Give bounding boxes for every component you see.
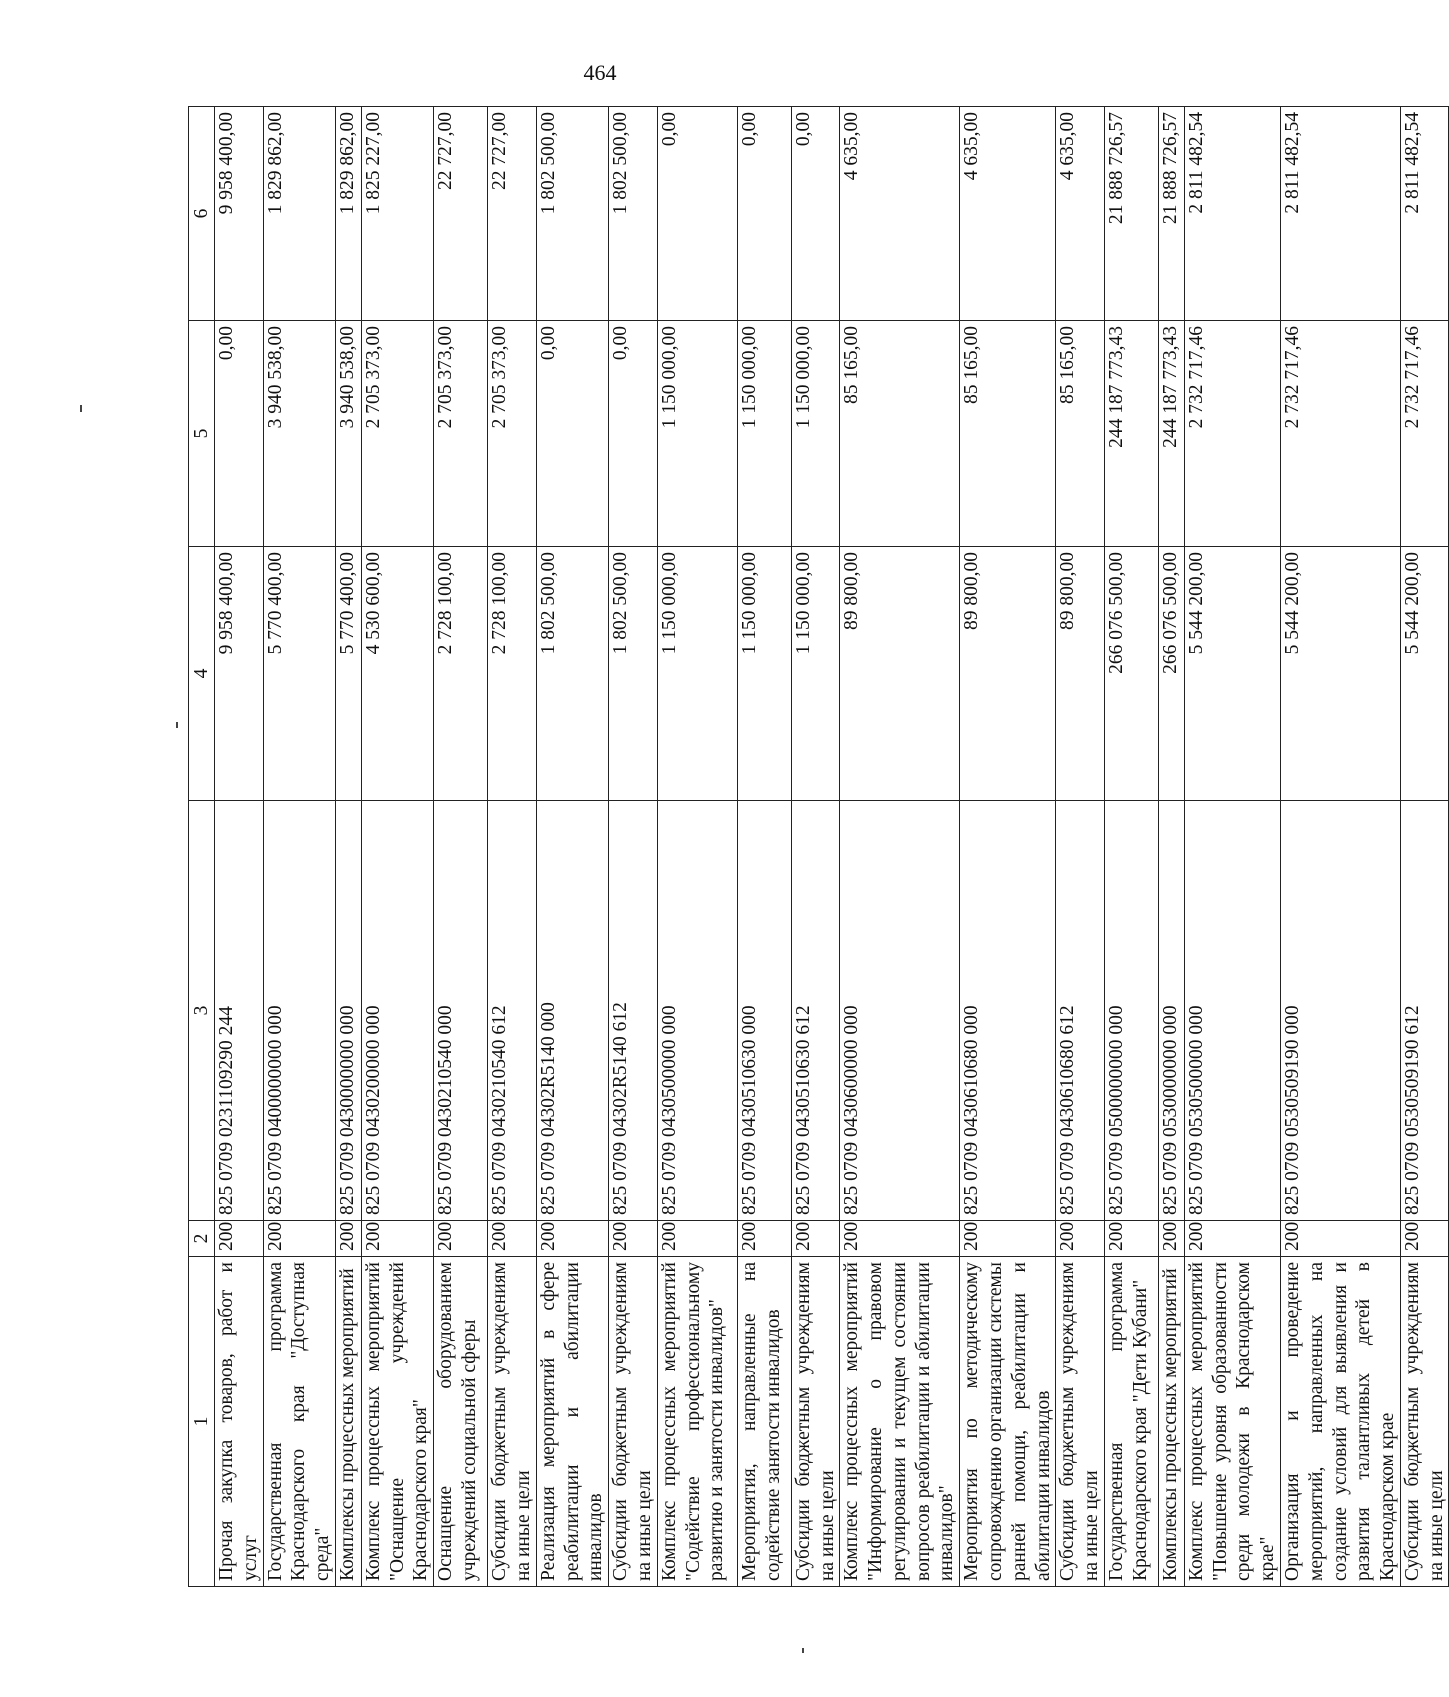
row-col5: 2 732 717,46: [1184, 321, 1280, 547]
row-kbk: 825 0709 0530509190 612: [1400, 801, 1449, 1221]
row-col4: 266 076 500,00: [1158, 547, 1184, 801]
row-col6: 2 811 482,54: [1400, 107, 1449, 321]
table-row: [335, 107, 361, 1587]
row-col5: 2 732 717,46: [1281, 321, 1401, 547]
row-col6: 4 635,00: [840, 107, 960, 321]
row-col4: 9 958 400,00: [215, 547, 264, 801]
row-code: 200: [791, 1221, 840, 1257]
row-col5: 2 705 373,00: [361, 321, 433, 547]
row-col6: 0,00: [737, 107, 791, 321]
row-col4: 89 800,00: [840, 547, 960, 801]
row-code: 200: [434, 1221, 488, 1257]
row-col6: 22 727,00: [434, 107, 488, 321]
table-row: [791, 107, 840, 1587]
header-cell: 5: [189, 321, 215, 547]
row-kbk: 825 0709 04302R5140 000: [536, 801, 608, 1221]
table-row: [609, 107, 658, 1587]
row-col5: 0,00: [609, 321, 658, 547]
row-name: Субсидии бюджетным учреждениям на иные цели: [1056, 1257, 1105, 1587]
row-name: Субсидии бюджетным учреждениям на иные цели: [488, 1257, 537, 1587]
row-name: Субсидии бюджетным учреждениям на иные цели: [791, 1257, 840, 1587]
row-name: Комплекс процессных мероприятий "Оснащение учреждений Краснодарского края": [361, 1257, 433, 1587]
row-col5: 85 165,00: [1056, 321, 1105, 547]
row-kbk: 825 0709 0530500000 000: [1184, 801, 1280, 1221]
row-col5: 3 940 538,00: [263, 321, 335, 547]
table-row: [840, 107, 960, 1587]
row-kbk: 825 0709 0430510630 612: [791, 801, 840, 1221]
row-kbk: 825 0709 0430510630 000: [737, 801, 791, 1221]
row-code: 200: [1400, 1221, 1449, 1257]
row-kbk: 825 0709 0430210540 000: [434, 801, 488, 1221]
row-col5: 2 705 373,00: [488, 321, 537, 547]
row-col5: 3 940 538,00: [335, 321, 361, 547]
row-name: Субсидии бюджетным учреждениям на иные цели: [609, 1257, 658, 1587]
row-kbk: 825 0709 0500000000 000: [1104, 801, 1158, 1221]
row-code: 200: [609, 1221, 658, 1257]
row-col6: 2 811 482,54: [1184, 107, 1280, 321]
table-row: [215, 107, 264, 1587]
row-name: Комплекс процессных мероприятий "Информирование о правовом регулировании и текущем состоянии вопросов реабилитации и абилитации инвалидов": [840, 1257, 960, 1587]
row-code: 200: [1104, 1221, 1158, 1257]
row-col4: 4 530 600,00: [361, 547, 433, 801]
row-col5: 244 187 773,43: [1104, 321, 1158, 547]
table-row: [657, 107, 737, 1587]
row-code: 200: [335, 1221, 361, 1257]
row-name: Комплексы процессных мероприятий: [1158, 1257, 1184, 1587]
row-code: 200: [840, 1221, 960, 1257]
row-col4: 1 802 500,00: [609, 547, 658, 801]
row-kbk: 825 0709 0430200000 000: [361, 801, 433, 1221]
table-row: [1104, 107, 1158, 1587]
page-number: 464: [583, 60, 617, 85]
row-col6: 1 829 862,00: [263, 107, 335, 321]
table-row: [1281, 107, 1401, 1587]
table-row: [1400, 107, 1449, 1587]
row-code: 200: [657, 1221, 737, 1257]
row-kbk: 825 0709 0530509190 000: [1281, 801, 1401, 1221]
row-col4: 5 544 200,00: [1400, 547, 1449, 801]
row-kbk: 825 0709 0231109290 244: [215, 801, 264, 1221]
header-cell: 3: [189, 801, 215, 1221]
table-row: [434, 107, 488, 1587]
row-name: Государственная программа Краснодарского края "Дети Кубани": [1104, 1257, 1158, 1587]
header-cell: 4: [189, 547, 215, 801]
table-row: [960, 107, 1056, 1587]
row-code: 200: [1184, 1221, 1280, 1257]
budget-table-rotated: [188, 107, 1447, 1587]
row-col5: 0,00: [536, 321, 608, 547]
row-kbk: 825 0709 0430210540 612: [488, 801, 537, 1221]
row-col4: 266 076 500,00: [1104, 547, 1158, 801]
row-name: Государственная программа Краснодарского края "Доступная среда": [263, 1257, 335, 1587]
row-col4: 1 150 000,00: [791, 547, 840, 801]
row-col5: 2 705 373,00: [434, 321, 488, 547]
row-kbk: 825 0709 0430610680 000: [960, 801, 1056, 1221]
table-row: [1158, 107, 1184, 1587]
table-row: [536, 107, 608, 1587]
row-col4: 5 544 200,00: [1184, 547, 1280, 801]
row-col4: 2 728 100,00: [434, 547, 488, 801]
table-row: [361, 107, 433, 1587]
row-code: 200: [1158, 1221, 1184, 1257]
header-cell: 2: [189, 1221, 215, 1257]
row-name: Субсидии бюджетным учреждениям на иные цели: [1400, 1257, 1449, 1587]
row-col6: 1 825 227,00: [361, 107, 433, 321]
row-code: 200: [215, 1221, 264, 1257]
row-col4: 5 770 400,00: [263, 547, 335, 801]
row-col5: 244 187 773,43: [1158, 321, 1184, 547]
row-name: Мероприятия по методическому сопровождению организации системы ранней помощи, реабилитации и абилитации инвалидов: [960, 1257, 1056, 1587]
row-name: Организация и проведение мероприятий, направленных на создание условий для выявления и развития талантливых детей в Краснодарском крае: [1281, 1257, 1401, 1587]
row-name: Комплексы процессных мероприятий: [335, 1257, 361, 1587]
row-kbk: 825 0709 0430610680 612: [1056, 801, 1105, 1221]
row-col4: 1 150 000,00: [657, 547, 737, 801]
row-name: Реализация мероприятий в сфере реабилитации и абилитации инвалидов: [536, 1257, 608, 1587]
row-col4: 1 150 000,00: [737, 547, 791, 801]
row-col6: 9 958 400,00: [215, 107, 264, 321]
row-col6: 21 888 726,57: [1158, 107, 1184, 321]
row-col5: 85 165,00: [840, 321, 960, 547]
row-kbk: 825 0709 0530000000 000: [1158, 801, 1184, 1221]
row-col6: 0,00: [791, 107, 840, 321]
row-code: 200: [488, 1221, 537, 1257]
row-kbk: 825 0709 0430600000 000: [840, 801, 960, 1221]
row-col4: 5 770 400,00: [335, 547, 361, 801]
row-col6: 1 802 500,00: [536, 107, 608, 321]
header-row: [189, 107, 215, 1587]
row-code: 200: [361, 1221, 433, 1257]
row-col4: 89 800,00: [1056, 547, 1105, 801]
row-col6: 0,00: [657, 107, 737, 321]
row-code: 200: [960, 1221, 1056, 1257]
row-col5: 85 165,00: [960, 321, 1056, 547]
header-cell: 1: [189, 1257, 215, 1587]
scan-mark: [176, 722, 178, 728]
table-row: [1056, 107, 1105, 1587]
row-code: 200: [263, 1221, 335, 1257]
row-code: 200: [1056, 1221, 1105, 1257]
row-name: Оснащение оборудованием учреждений социальной сферы: [434, 1257, 488, 1587]
row-name: Мероприятия, направленные на содействие занятости инвалидов: [737, 1257, 791, 1587]
row-col4: 1 802 500,00: [536, 547, 608, 801]
row-name: Комплекс процессных мероприятий "Содействие профессиональному развитию и занятости инвалидов": [657, 1257, 737, 1587]
table-row: [263, 107, 335, 1587]
row-col5: 0,00: [215, 321, 264, 547]
row-name: Прочая закупка товаров, работ и услуг: [215, 1257, 264, 1587]
row-col5: 1 150 000,00: [657, 321, 737, 547]
row-code: 200: [737, 1221, 791, 1257]
table-row: [737, 107, 791, 1587]
row-col5: 1 150 000,00: [737, 321, 791, 547]
row-code: 200: [1281, 1221, 1401, 1257]
row-col6: 21 888 726,57: [1104, 107, 1158, 321]
row-name: Комплекс процессных мероприятий "Повышение уровня образованности среди молодежи в Краснодарском крае": [1184, 1257, 1280, 1587]
row-col4: 89 800,00: [960, 547, 1056, 801]
budget-table: [188, 106, 1449, 1587]
row-col6: 4 635,00: [960, 107, 1056, 321]
row-col6: 2 811 482,54: [1281, 107, 1401, 321]
scan-mark: [802, 1648, 804, 1653]
row-kbk: 825 0709 04302R5140 612: [609, 801, 658, 1221]
header-cell: 6: [189, 107, 215, 321]
table-row: [1184, 107, 1280, 1587]
row-col6: 22 727,00: [488, 107, 537, 321]
table-row: [488, 107, 537, 1587]
row-kbk: 825 0709 0430000000 000: [335, 801, 361, 1221]
row-col5: 1 150 000,00: [791, 321, 840, 547]
row-col4: 2 728 100,00: [488, 547, 537, 801]
row-col4: 5 544 200,00: [1281, 547, 1401, 801]
row-col6: 4 635,00: [1056, 107, 1105, 321]
scan-mark: [80, 405, 82, 412]
row-kbk: 825 0709 0430500000 000: [657, 801, 737, 1221]
row-col6: 1 829 862,00: [335, 107, 361, 321]
row-col5: 2 732 717,46: [1400, 321, 1449, 547]
row-code: 200: [536, 1221, 608, 1257]
row-kbk: 825 0709 0400000000 000: [263, 801, 335, 1221]
row-col6: 1 802 500,00: [609, 107, 658, 321]
